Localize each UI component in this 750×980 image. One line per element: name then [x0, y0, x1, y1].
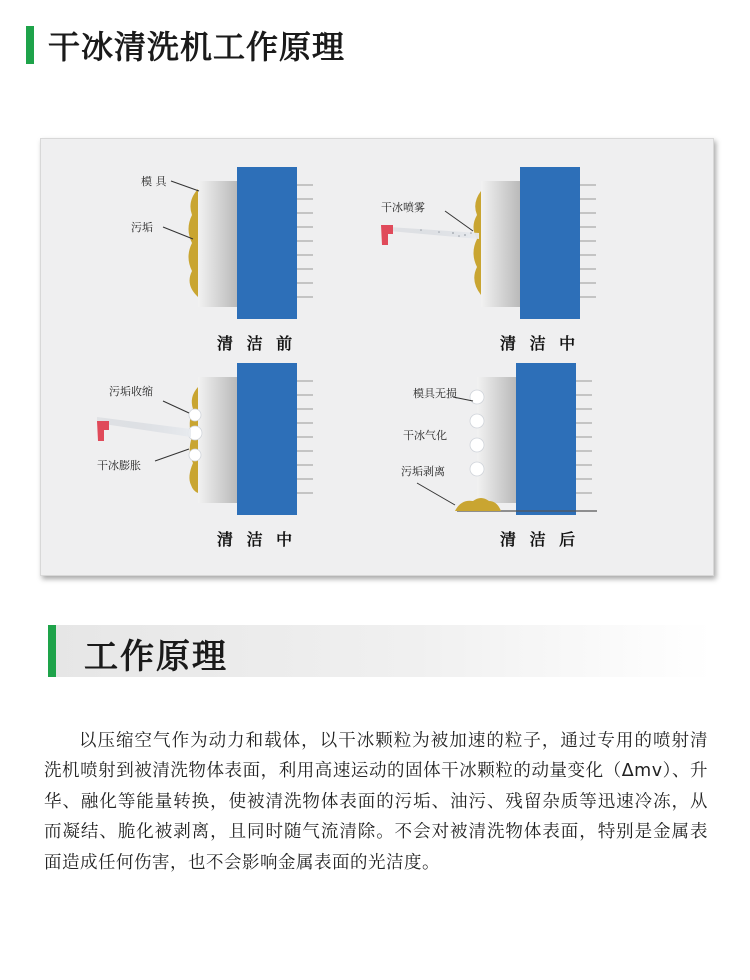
mold-block [198, 181, 238, 307]
section-title: 工作原理 [84, 637, 228, 677]
spray-gun-icon [381, 225, 393, 245]
dirt-layer [474, 191, 482, 295]
dirt-layer [189, 189, 199, 297]
page-title: 干冰清洗机工作原理 [48, 28, 346, 66]
ice-spray [97, 417, 191, 437]
label-mold-intact: 模具无损 [413, 387, 457, 400]
mold-block [481, 181, 521, 307]
caption-before: 清 洁 前 [217, 334, 297, 353]
cooling-fins [297, 381, 313, 493]
caption-during-2: 清 洁 中 [217, 530, 297, 549]
blue-block [237, 363, 297, 515]
ice-spray [389, 227, 479, 239]
label-ice-sublimate: 干冰气化 [403, 429, 447, 442]
panel-after [401, 363, 597, 549]
label-dirt-shrink: 污垢收缩 [109, 385, 153, 398]
spray-gun-icon [97, 421, 109, 441]
panel-during-spray [381, 167, 596, 353]
cleaning-process-diagram [41, 139, 713, 575]
label-ice-spray: 干冰喷雾 [381, 201, 425, 214]
blue-block [516, 363, 576, 515]
panel-before [131, 167, 313, 353]
blue-block [520, 167, 580, 319]
title-accent-bar [26, 26, 34, 64]
cooling-fins [297, 185, 313, 297]
mold-block [198, 377, 238, 503]
cooling-fins [576, 381, 592, 493]
label-mold: 模 具 [141, 175, 167, 188]
caption-after: 清 洁 后 [500, 530, 580, 549]
section-accent-bar [48, 625, 56, 677]
label-dirt-peel: 污垢剥离 [401, 465, 445, 478]
label-dirt: 污垢 [131, 221, 153, 234]
panel-during-expand [97, 363, 313, 549]
description-paragraph: 以压缩空气作为动力和载体，以干冰颗粒为被加速的粒子，通过专用的喷射清洗机喷射到被清洗物体表面，利用高速运动的固体干冰颗粒的动量变化（Δmv）、升华、融化等能量转换，使被清洗物体表面的污垢、油污、残留杂质等迅速冷冻，从而凝结、脆化被剥离，且同时随气流清除。不会对被清洗物体表面，特别是金属表面造成任何伤害，也不会影响金属表面的光洁度。 [44, 730, 708, 873]
label-ice-expand: 干冰膨胀 [97, 459, 141, 472]
diagram-panel [40, 138, 714, 576]
cooling-fins [580, 185, 596, 297]
blue-block [237, 167, 297, 319]
caption-during-1: 清 洁 中 [500, 334, 580, 353]
